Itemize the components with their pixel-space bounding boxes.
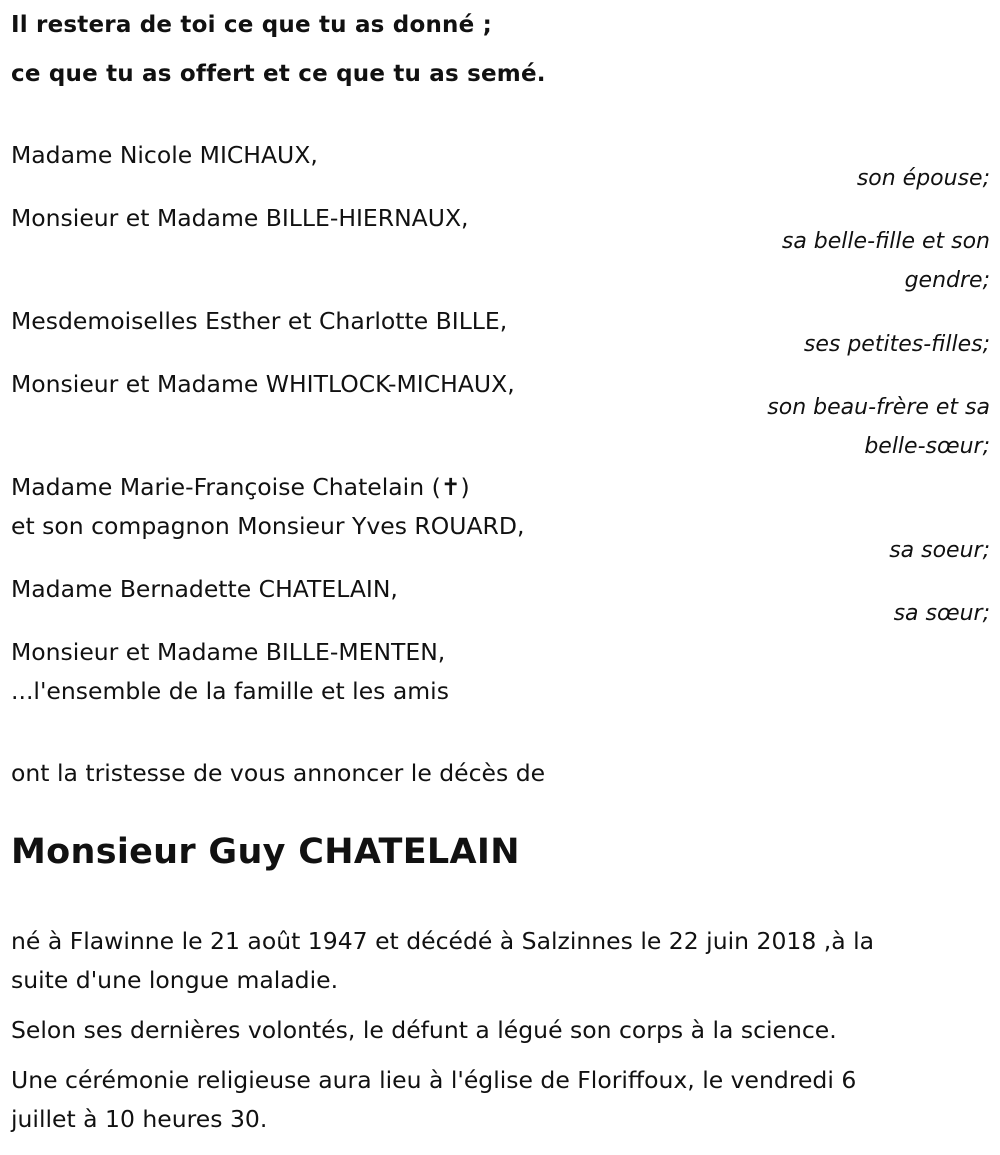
ceremony-line-2: juillet à 10 heures 30. (11, 1105, 268, 1133)
birth-death-line-2: suite d'une longue maladie. (11, 966, 339, 994)
announcement-text: ont la tristesse de vous annoncer le décès de (11, 759, 546, 787)
family-name-2: Monsieur et Madame BILLE-HIERNAUX, (11, 204, 469, 232)
family-name-1: Madame Nicole MICHAUX, (11, 141, 318, 169)
quote-line-2: ce que tu as offert et ce que tu as semé. (11, 61, 546, 87)
family-relation-4-line2: belle-sœur; (864, 434, 990, 459)
quote-line-1: Il restera de toi ce que tu as donné ; (11, 12, 492, 38)
family-name-3: Mesdemoiselles Esther et Charlotte BILLE, (11, 307, 508, 335)
family-relation-2-line2: gendre; (904, 268, 990, 293)
family-relation-1: son épouse; (856, 166, 990, 191)
family-name-6: Madame Bernadette CHATELAIN, (11, 575, 398, 603)
family-relation-5: sa soeur; (889, 538, 990, 563)
family-name-7: Monsieur et Madame BILLE-MENTEN, (11, 638, 446, 666)
family-name-5-line1: Madame Marie-Françoise Chatelain (✝) (11, 473, 470, 501)
deceased-name: Monsieur Guy CHATELAIN (11, 832, 520, 872)
family-relation-6: sa sœur; (893, 601, 990, 626)
wishes-text: Selon ses dernières volontés, le défunt a légué son corps à la science. (11, 1016, 837, 1044)
birth-death-line-1: né à Flawinne le 21 août 1947 et décédé à Salzinnes le 22 juin 2018 ,à la (11, 927, 875, 955)
family-others: ...l'ensemble de la famille et les amis (11, 677, 449, 705)
family-relation-2-line1: sa belle-fille et son (781, 229, 990, 254)
family-name-5-line2: et son compagnon Monsieur Yves ROUARD, (11, 512, 525, 540)
family-name-4: Monsieur et Madame WHITLOCK-MICHAUX, (11, 370, 515, 398)
ceremony-line-1: Une cérémonie religieuse aura lieu à l'église de Floriffoux, le vendredi 6 (11, 1066, 857, 1094)
family-relation-3: ses petites-filles; (803, 332, 990, 357)
family-relation-4-line1: son beau-frère et sa (767, 395, 990, 420)
